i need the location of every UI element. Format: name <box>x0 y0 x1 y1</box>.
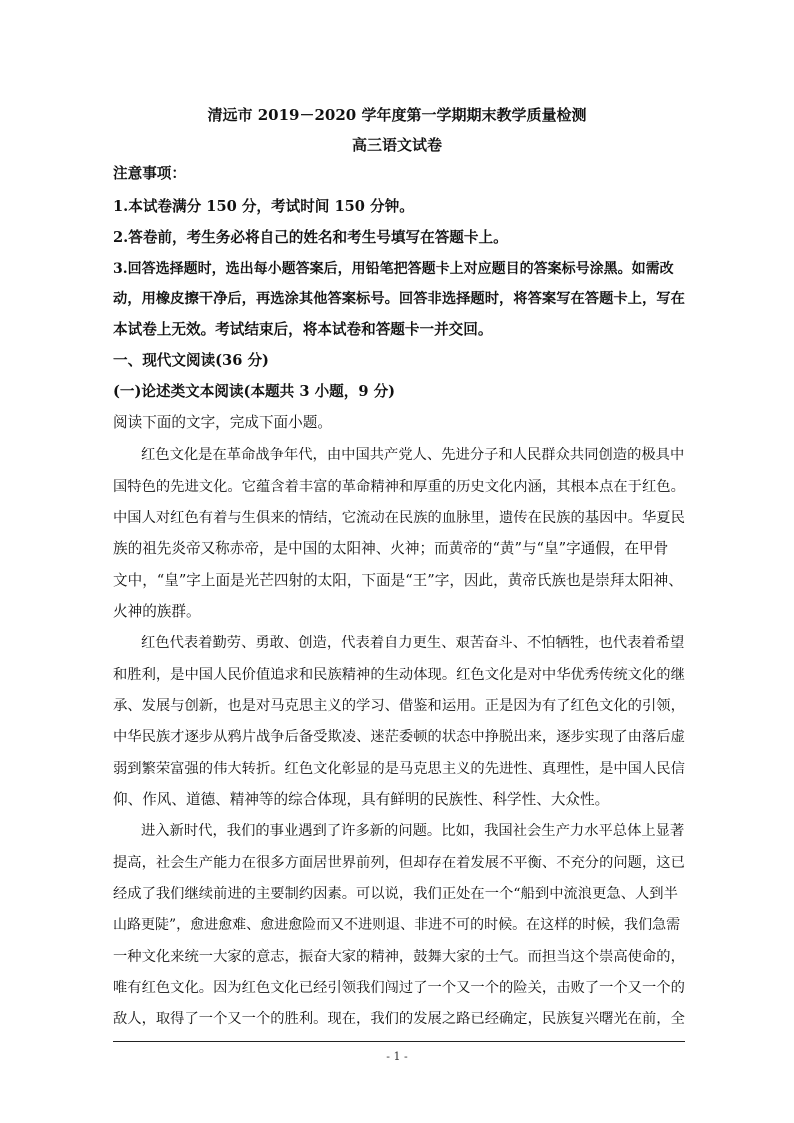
page-number: - 1 - <box>386 1050 408 1063</box>
note-item: 本试卷上无效。考试结束后，将本试卷和答题卡一并交回。 <box>113 321 493 338</box>
paragraph-line: 红色文化是在革命战争年代，由中国共产党人、先进分子和人民群众共同创造的极具中 <box>141 447 685 463</box>
paragraph-line: 敌人，取得了一个又一个的胜利。现在，我们的发展之路已经确定，民族复兴曙光在前，全 <box>113 1011 685 1027</box>
paragraph-line: 提高，社会生产能力在很多方面居世界前列，但却存在着发展不平衡、不充分的问题，这已 <box>113 855 685 871</box>
note-item: 1.本试卷满分 150 分，考试时间 150 分钟。 <box>113 198 414 215</box>
note-item: 动，用橡皮擦干净后，再选涂其他答案标号。回答非选择题时，将答案写在答题卡上，写在 <box>113 291 685 307</box>
paragraph-line: 红色代表着勤劳、勇敢、创造，代表着自力更生、艰苦奋斗、不怕牺牲，也代表着希望 <box>141 635 685 651</box>
note-item: 2.答卷前，考生务必将自己的姓名和考生号填写在答题卡上。 <box>113 229 508 246</box>
section-subheading: (一)论述类文本阅读(本题共 3 小题，9 分) <box>113 383 396 400</box>
paragraph-line: 进入新时代，我们的事业遇到了许多新的问题。比如，我国社会生产力水平总体上显著 <box>141 823 685 839</box>
paragraph-line: 唯有红色文化。因为红色文化已经引领我们闯过了一个又一个的险关，击败了一个又一个的 <box>113 980 685 996</box>
note-item: 3.回答选择题时，选出每小题答案后，用铅笔把答题卡上对应题目的答案标号涂黑。如需改 <box>113 261 674 277</box>
footer-divider <box>113 1041 685 1042</box>
paragraph-line: 中国人对红色有着与生俱来的情结，它流动在民族的血脉里，遗传在民族的基因中。华夏民 <box>113 510 685 526</box>
exam-title: 清远市 2019－2020 学年度第一学期期末教学质量检测 <box>207 106 587 124</box>
paragraph-line: 和胜利，是中国人民价值追求和民族精神的生动体现。红色文化是对中华优秀传统文化的继 <box>113 667 685 683</box>
paragraph-line: 经成了我们继续前进的主要制约因素。可以说，我们正处在一个“船到中流浪更急、人到半 <box>113 886 678 902</box>
reading-instruction: 阅读下面的文字，完成下面小题。 <box>113 414 332 431</box>
paragraph-line: 文中，“皇”字上面是光芒四射的太阳，下面是“王”字，因此，黄帝氏族也是崇拜太阳神、 <box>113 572 683 589</box>
paragraph-line: 火神的族群。 <box>113 603 201 620</box>
paragraph-line: 国特色的先进文化。它蕴含着丰富的革命精神和厚重的历史文化内涵，其根本点在于红色。 <box>113 479 685 495</box>
notes-heading: 注意事项： <box>113 165 186 182</box>
section-heading: 一、现代文阅读(36 分) <box>113 352 269 369</box>
paragraph-line: 山路更陡”，愈进愈难、愈进愈险而又不进则退、非进不可的时候。在这样的时候，我们急需 <box>113 917 681 933</box>
exam-subtitle: 高三语文试卷 <box>351 136 442 154</box>
paragraph-line: 中华民族才逐步从鸦片战争后备受欺凌、迷茫委顿的状态中挣脱出来，逐步实现了由落后虚 <box>113 729 685 745</box>
paragraph-line: 弱到繁荣富强的伟大转折。红色文化彰显的是马克思主义的先进性、真理性，是中国人民信 <box>113 761 685 777</box>
paragraph-line: 承、发展与创新，也是对马克思主义的学习、借鉴和运用。正是因为有了红色文化的引领， <box>113 698 685 714</box>
paragraph-line: 一种文化来统一大家的意志，振奋大家的精神，鼓舞大家的士气。而担当这个崇高使命的， <box>113 949 685 965</box>
paragraph-line: 族的祖先炎帝又称赤帝，是中国的太阳神、火神；而黄帝的“黄”与“皇”字通假，在甲骨 <box>113 540 669 557</box>
paragraph-line: 仰、作风、道德、精神等的综合体现，具有鲜明的民族性、科学性、大众性。 <box>113 791 610 808</box>
